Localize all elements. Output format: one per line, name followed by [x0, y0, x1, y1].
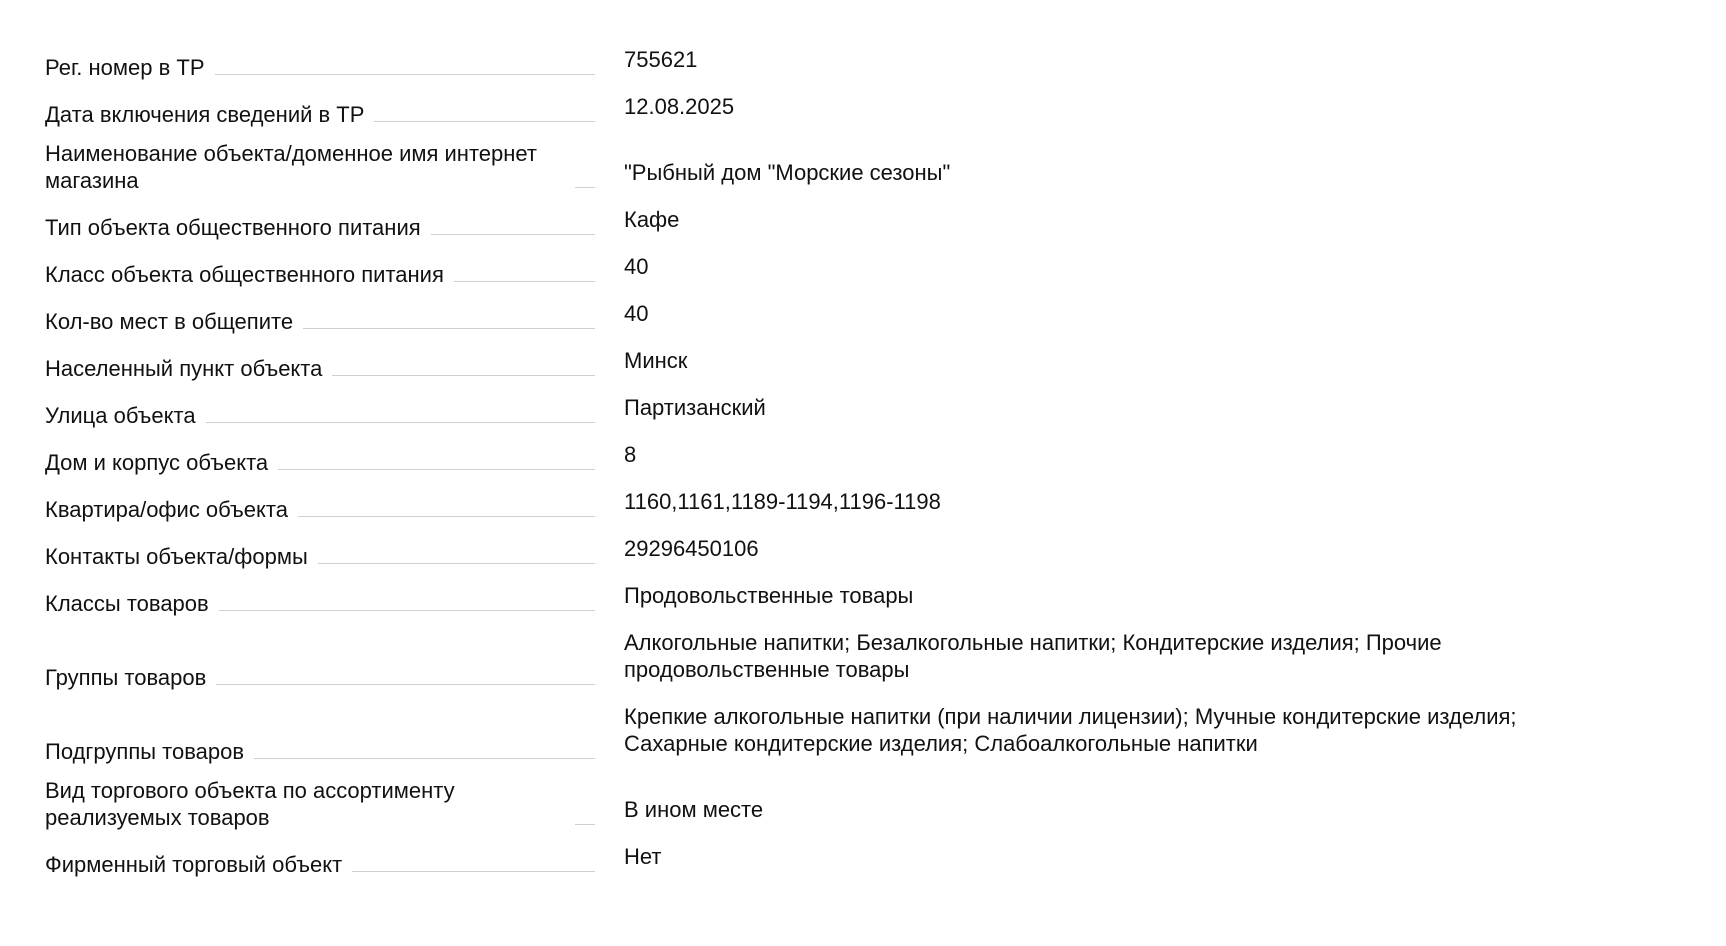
field-label [45, 777, 595, 831]
field-label [45, 851, 595, 878]
seats-count-label: Кол-во мест в общепите [45, 309, 294, 334]
dotted-leader [215, 73, 595, 75]
catering-type-value: Кафе [624, 207, 680, 232]
dotted-leader [254, 757, 595, 759]
seats-count-value: 40 [624, 301, 649, 326]
field-label [45, 140, 595, 194]
reg-number-value: 755621 [624, 47, 698, 72]
row-building [45, 441, 1685, 476]
dotted-leader [278, 468, 595, 470]
inclusion-date-label: Дата включения сведений в ТР [45, 102, 365, 127]
goods-subgroups-label: Подгруппы товаров [45, 739, 245, 764]
contacts-label: Контакты объекта/формы [45, 544, 308, 569]
field-label [45, 590, 595, 617]
dotted-leader [216, 683, 595, 685]
field-label [45, 308, 595, 335]
goods-subgroups-value: Крепкие алкогольные напитки (при наличии лицензии); Мучные кондитерские изделия; Сахарные кондитерские изделия; Слабоалкогольные напитки [624, 704, 1517, 756]
row-catering-type [45, 206, 1685, 241]
branded-store-value: Нет [624, 844, 662, 869]
field-label [45, 214, 595, 241]
row-reg-number [45, 46, 1685, 81]
field-label [45, 496, 595, 523]
catering-class-value: 40 [624, 254, 649, 279]
row-office [45, 488, 1685, 523]
field-label [45, 54, 595, 81]
locality-label: Населенный пункт объекта [45, 356, 323, 381]
goods-classes-value: Продовольственные товары [624, 583, 914, 608]
dotted-leader [219, 609, 595, 611]
contacts-value: 29296450106 [624, 536, 759, 561]
row-contacts [45, 535, 1685, 570]
office-value: 1160,1161,1189-1194,1196-1198 [624, 489, 941, 514]
assortment-type-label: Вид торгового объекта по ассортименту реализуемых товаров [45, 778, 455, 830]
office-label: Квартира/офис объекта [45, 497, 288, 522]
field-label [45, 543, 595, 570]
dotted-leader [431, 233, 595, 235]
row-street [45, 394, 1685, 429]
row-inclusion-date [45, 93, 1685, 128]
dotted-leader [318, 562, 595, 564]
dotted-leader [298, 515, 595, 517]
reg-number-label: Рег. номер в ТР [45, 55, 205, 80]
row-branded-store [45, 843, 1685, 878]
field-label [45, 664, 595, 691]
dotted-leader [206, 421, 595, 423]
building-value: 8 [624, 442, 637, 467]
dotted-leader [575, 823, 595, 825]
dotted-leader [454, 280, 595, 282]
row-seats-count [45, 300, 1685, 335]
dotted-leader [374, 120, 595, 122]
field-label [45, 355, 595, 382]
street-value: Партизанский [624, 395, 766, 420]
goods-groups-label: Группы товаров [45, 665, 207, 690]
dotted-leader [575, 186, 595, 188]
catering-type-label: Тип объекта общественного питания [45, 215, 421, 240]
field-label [45, 738, 595, 765]
assortment-type-value: В ином месте [624, 797, 764, 822]
goods-groups-value: Алкогольные напитки; Безалкогольные напитки; Кондитерские изделия; Прочие продовольственные товары [624, 630, 1442, 682]
row-goods-groups [45, 629, 1685, 691]
street-label: Улица объекта [45, 403, 196, 428]
dotted-leader [352, 870, 595, 872]
catering-class-label: Класс объекта общественного питания [45, 262, 444, 287]
field-label [45, 449, 595, 476]
row-assortment-type [45, 777, 1685, 831]
locality-value: Минск [624, 348, 688, 373]
dotted-leader [332, 374, 595, 376]
row-goods-subgroups [45, 703, 1685, 765]
row-catering-class [45, 253, 1685, 288]
goods-classes-label: Классы товаров [45, 591, 209, 616]
row-object-name [45, 140, 1685, 194]
registry-details [45, 46, 1685, 890]
building-label: Дом и корпус объекта [45, 450, 269, 475]
inclusion-date-value: 12.08.2025 [624, 94, 735, 119]
row-locality [45, 347, 1685, 382]
object-name-value: "Рыбный дом "Морские сезоны" [624, 160, 951, 185]
field-label [45, 402, 595, 429]
dotted-leader [303, 327, 595, 329]
field-label [45, 101, 595, 128]
field-label [45, 261, 595, 288]
branded-store-label: Фирменный торговый объект [45, 852, 343, 877]
object-name-label: Наименование объекта/доменное имя интернет магазина [45, 141, 537, 193]
row-goods-classes [45, 582, 1685, 617]
